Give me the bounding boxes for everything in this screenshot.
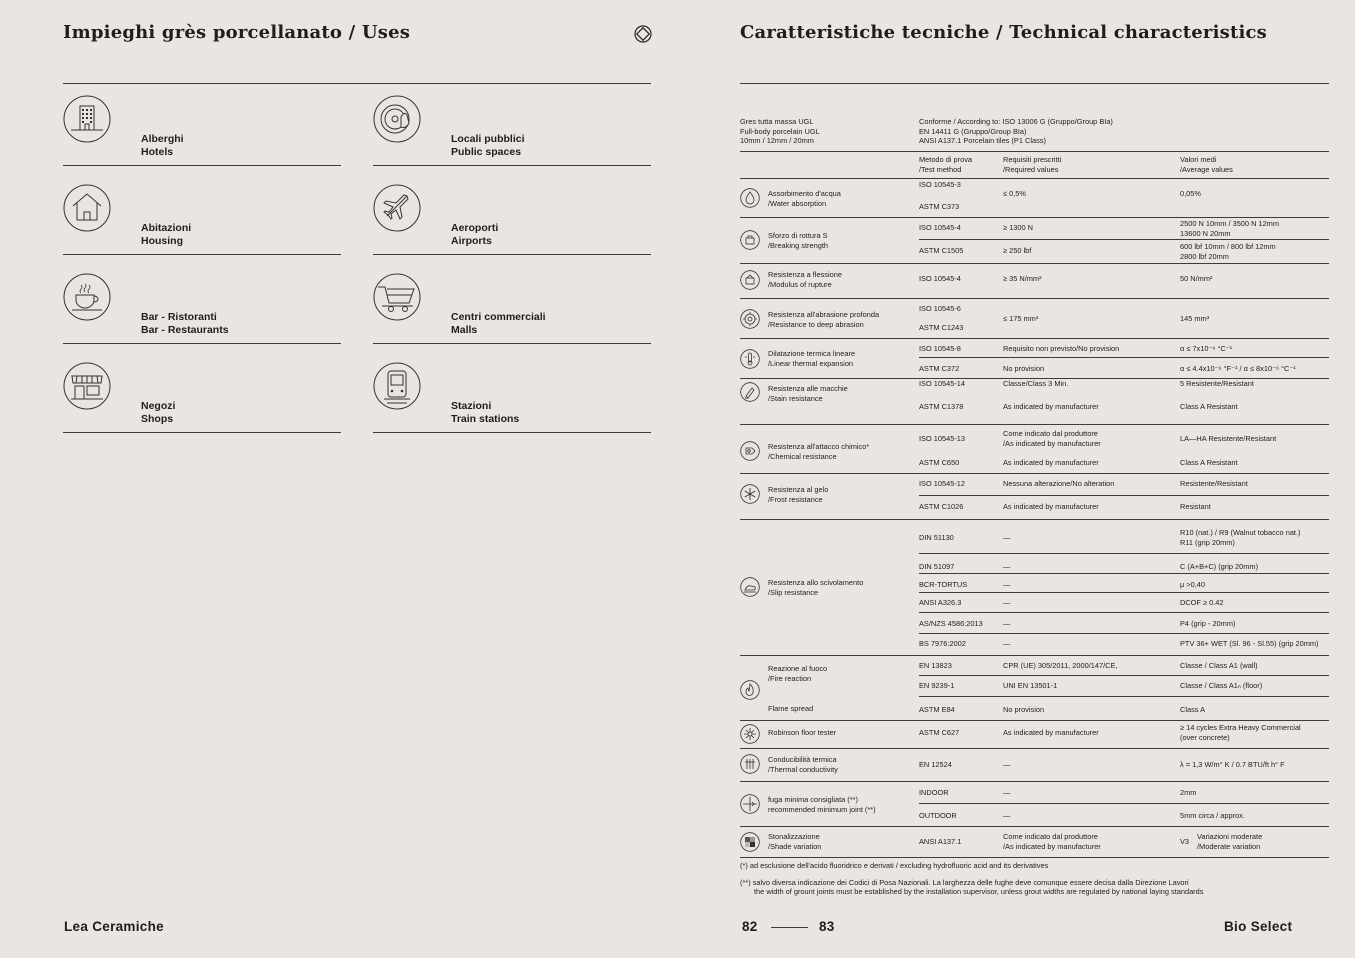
use-label-en: Train stations <box>451 413 520 425</box>
thermal-expansion-icon <box>740 349 760 369</box>
cell-method: INDOOR <box>919 788 949 797</box>
table-row <box>919 358 1329 378</box>
abrasion-icon <box>740 309 760 329</box>
group-name-en: /Water absorption <box>768 198 827 208</box>
group-name-it: Reazione al fuoco <box>768 664 828 673</box>
chemical-icon <box>740 441 760 461</box>
cell-method: AS/NZS 4586:2013 <box>919 619 983 628</box>
table-row <box>919 198 1329 217</box>
table-row <box>919 656 1329 676</box>
cell-required: No provision <box>1003 364 1045 373</box>
shade-icon <box>740 832 760 852</box>
cell-average: R10 (nat.) / R9 (Walnut tobacco nat.) <box>1180 528 1301 537</box>
cell-required: — <box>1003 811 1011 820</box>
cell-method: EN 9239-1 <box>919 681 955 690</box>
table-row <box>919 593 1329 613</box>
cell-required: — <box>1003 533 1011 542</box>
table-row <box>919 401 1329 424</box>
cell-required: — <box>1003 639 1011 648</box>
group-name-it: Dilatazione termica lineare <box>768 349 856 358</box>
thermal-conductivity-icon <box>740 754 760 774</box>
cell-average: 145 mm³ <box>1180 314 1210 323</box>
use-label-en: Housing <box>141 235 183 247</box>
cell-average: μ >0,40 <box>1180 580 1206 589</box>
table-row <box>919 804 1329 826</box>
cell-method: ASTM C1243 <box>919 323 964 332</box>
cell-method: ANSI A326.3 <box>919 598 962 607</box>
product-line: Gres tutta massa UGL <box>740 117 814 126</box>
group-name-it: Stonalizzazione <box>768 832 820 841</box>
table-row <box>919 697 1329 720</box>
cell-required: Requisito non previsto/No provision <box>1003 344 1120 353</box>
cell-average: Class A Resistant <box>1180 458 1238 467</box>
cell-method: ASTM E84 <box>919 705 955 714</box>
use-malls <box>373 273 651 344</box>
cell-method: ISO 10545-12 <box>919 479 966 488</box>
cell-required: No provision <box>1003 705 1045 714</box>
standard-line: EN 14411 G (Gruppo/Group BIa) <box>919 126 1027 136</box>
cell-required-cont: /As indicated by manufacturer <box>1003 438 1101 448</box>
cell-required: As indicated by manufacturer <box>1003 502 1099 511</box>
cell-average: Class A Resistant <box>1180 402 1238 411</box>
group-name-en: /Resistance to deep abrasion <box>768 319 864 329</box>
cell-required: — <box>1003 580 1011 589</box>
cell-required: — <box>1003 619 1011 628</box>
stain-icon <box>740 382 760 402</box>
product-line: Full-body porcelain UGL <box>740 126 820 136</box>
standard-line: Conforme / According to: ISO 13006 G (Gruppo/Group BIa) <box>919 117 1113 126</box>
group-name-it: Resistenza a flessione <box>768 270 842 279</box>
table-row <box>919 179 1329 198</box>
use-label-it: Locali pubblici <box>451 133 525 145</box>
cell-required: Classe/Class 3 Min. <box>1003 379 1069 388</box>
col-method-it: Metodo di prova <box>919 155 972 164</box>
use-label-en: Public spaces <box>451 146 522 158</box>
cell-average: 2mm <box>1180 788 1197 797</box>
group-name-en: /Linear thermal expansion <box>768 358 854 368</box>
cell-average: PTV 36+ WET (Sl. 96 - Sl.55) (grip 20mm) <box>1180 639 1319 648</box>
group-chemical-resistance <box>740 425 1329 474</box>
brand-name-right: Bio Select <box>1224 919 1293 934</box>
group-name-en: /Shade variation <box>768 841 822 851</box>
cell-method: OUTDOOR <box>919 811 957 820</box>
cell-method: ISO 10545-4 <box>919 223 961 232</box>
snowflake-icon <box>740 484 760 504</box>
shopping-cart-icon <box>373 273 421 321</box>
cell-average: 600 lbf 10mm / 800 lbf 12mm <box>1180 242 1276 251</box>
table-row <box>919 721 1329 748</box>
water-drop-icon <box>740 188 760 208</box>
cell-method: BCR-TORTUS <box>919 580 968 589</box>
cell-average-class: V3 <box>1180 837 1190 846</box>
group-name-en: /Chemical resistance <box>768 451 837 461</box>
table-row <box>919 749 1329 781</box>
table-row <box>919 240 1329 263</box>
group-name-it: Resistenza all'attacco chimico* <box>768 442 870 451</box>
group-stain-resistance <box>740 379 1329 425</box>
cell-average: 5 Resistente/Resistant <box>1180 379 1254 388</box>
shop-icon <box>63 362 111 410</box>
left-page-title: Impieghi grès porcellanato / Uses <box>63 22 411 43</box>
table-row <box>919 782 1329 804</box>
cell-method: ASTM C627 <box>919 728 960 737</box>
train-icon <box>373 362 421 410</box>
cell-method: ASTM C373 <box>919 202 960 211</box>
right-page-title: Caratteristiche tecniche / Technical characteristics <box>740 22 1268 43</box>
group-name-it: Resistenza al gelo <box>768 485 829 494</box>
cell-required: Come indicato dal produttore <box>1003 832 1098 841</box>
house-icon <box>63 184 111 232</box>
cell-method: ISO 10545-8 <box>919 344 961 353</box>
brand-logo-icon <box>634 25 652 43</box>
table-row <box>919 613 1329 634</box>
use-label-en: Airports <box>451 235 492 247</box>
cell-average: 50 N/mm² <box>1180 274 1213 283</box>
group-modulus-of-rupture <box>740 264 1329 299</box>
table-row <box>919 299 1329 323</box>
table-row <box>919 453 1329 473</box>
cell-required: CPR (UE) 305/2011, 2000/147/CE, <box>1003 661 1118 670</box>
col-method-en: /Test method <box>919 164 962 174</box>
cell-average: α ≤ 4.4x10⁻⁶ °F⁻¹ / α ≤ 8x10⁻⁶ °C⁻¹ <box>1180 364 1296 373</box>
cell-required: — <box>1003 760 1011 769</box>
group-name-en: /Modulus of rupture <box>768 279 832 289</box>
group-name-en: recommended minimum joint (**) <box>768 804 876 814</box>
cell-method: EN 12524 <box>919 760 952 769</box>
footnote-joint-en: the width of grount joints must be established by the installation supervisor, unless grout widths are regulated by national laying standards <box>754 887 1204 896</box>
group-frost-resistance <box>740 474 1329 520</box>
table-row <box>919 339 1329 358</box>
group-thermal-conductivity <box>740 749 1329 782</box>
cell-method: ISO 10545-4 <box>919 274 961 283</box>
breaking-strength-icon <box>740 230 760 250</box>
table-row <box>919 474 1329 496</box>
cell-average-cont: R11 (grip 20mm) <box>1180 537 1235 547</box>
cell-method: ASTM C372 <box>919 364 960 373</box>
use-train-stations <box>373 362 651 433</box>
group-slip-resistance <box>740 520 1329 656</box>
table-row <box>919 425 1329 453</box>
cell-method: ANSI A137.1 <box>919 837 962 846</box>
cell-method: BS 7976:2002 <box>919 639 966 648</box>
page-number-divider <box>771 927 808 928</box>
col-average-en: /Average values <box>1180 164 1233 174</box>
group-minimum-joint <box>740 782 1329 827</box>
cell-average: Resistant <box>1180 502 1211 511</box>
table-row <box>919 496 1329 519</box>
cell-average: DCOF ≥ 0.42 <box>1180 598 1224 607</box>
cell-average: C (A+B+C) (grip 20mm) <box>1180 562 1259 571</box>
cell-method: ISO 10545-6 <box>919 304 961 313</box>
use-label-it: Negozi <box>141 400 176 412</box>
group-name-en: /Fire reaction <box>768 673 812 683</box>
flame-icon <box>740 680 760 700</box>
table-row <box>919 318 1329 338</box>
cell-average: Variazioni moderate <box>1197 832 1263 841</box>
use-shops <box>63 362 341 433</box>
cell-average: LA—HA Resistente/Resistant <box>1180 434 1277 443</box>
robinson-icon <box>740 724 760 744</box>
cell-required: Come indicato dal produttore <box>1003 429 1098 438</box>
cell-average: ≥ 14 cycles Extra Heavy Commercial <box>1180 723 1301 732</box>
group-name-it: Resistenza allo scivolamento <box>768 578 864 587</box>
cell-average-cont: (over concrete) <box>1180 732 1230 742</box>
group-breaking-strength <box>740 218 1329 264</box>
cell-average: Classe / Class A1ₙ (floor) <box>1180 681 1263 690</box>
use-bar-restaurants <box>63 273 341 344</box>
footnote-chemical: (*) ad esclusione dell'acido fluoridrico e derivati / excluding hydrofluoric acid and its derivatives <box>740 861 1049 870</box>
group-name-en: /Slip resistance <box>768 587 819 597</box>
page-number-left: 82 <box>742 919 758 934</box>
cell-required: ≤ 175 mm³ <box>1003 314 1039 323</box>
hotel-icon <box>63 95 111 143</box>
left-title-rule <box>63 83 651 84</box>
table-column-headers <box>740 152 1329 179</box>
footnote-joint: (**) salvo diversa indicazione dei Codici di Posa Nazionali. La larghezza delle fughe deve comunque essere decisa dalla Direzione Lavori <box>740 878 1189 887</box>
cell-method: ISO 10545-13 <box>919 434 966 443</box>
table-row <box>919 554 1329 574</box>
group-name-it: Assorbimento d'acqua <box>768 189 841 198</box>
cell-method: ASTM C1505 <box>919 246 964 255</box>
cell-method: EN 13823 <box>919 661 952 670</box>
table-row <box>919 379 1329 401</box>
brand-name-left: Lea Ceramiche <box>64 919 164 934</box>
cell-average: 0,05% <box>1180 189 1201 198</box>
col-required-it: Requisiti prescritti <box>1003 155 1062 164</box>
group-name-en: /Stain resistance <box>768 393 823 403</box>
use-label-it: Centri commerciali <box>451 311 546 323</box>
use-label-en: Bar - Restaurants <box>141 324 229 336</box>
table-row <box>919 218 1329 240</box>
cell-average-cont: /Moderate variation <box>1197 841 1261 851</box>
cell-required: Nessuna alterazione/No alteration <box>1003 479 1115 488</box>
use-label-it: Aeroporti <box>451 222 499 234</box>
coffee-cup-icon <box>63 273 111 321</box>
cell-method: ASTM C1378 <box>919 402 964 411</box>
cell-required: As indicated by manufacturer <box>1003 728 1099 737</box>
cell-method: ISO 10545-3 <box>919 180 961 189</box>
group-name-en: /Thermal conductivity <box>768 764 838 774</box>
cell-average: 2500 N 10mm / 3500 N 12mm <box>1180 219 1279 228</box>
use-label-en: Hotels <box>141 146 174 158</box>
cell-average-cont: 13600 N 20mm <box>1180 228 1231 238</box>
rupture-icon <box>740 270 760 290</box>
public-venue-icon <box>373 95 421 143</box>
right-title-rule <box>740 83 1329 84</box>
group-name-it: Robinson floor tester <box>768 728 837 737</box>
cell-method: DIN 51097 <box>919 562 955 571</box>
use-label-en: Shops <box>141 413 174 425</box>
cell-required: — <box>1003 598 1011 607</box>
standard-line: ANSI A137.1 Porcelain tiles (P1 Class) <box>919 136 1046 145</box>
table-product-header <box>740 117 1329 152</box>
group-thermal-expansion <box>740 339 1329 379</box>
cell-required: ≥ 1300 N <box>1003 223 1033 232</box>
group-name-en: /Frost resistance <box>768 494 823 504</box>
group-water-absorption <box>740 179 1329 218</box>
group-name-it: fuga minima consigliata (**) <box>768 795 858 804</box>
table-row <box>919 520 1329 554</box>
airplane-icon <box>373 184 421 232</box>
cell-required: ≥ 250 lbf <box>1003 246 1032 255</box>
col-required-en: /Required values <box>1003 164 1059 174</box>
group-name-it: Resistenza alle macchie <box>768 384 848 393</box>
group-name-it: Sforzo di rottura S <box>768 231 828 240</box>
cell-average: α ≤ 7x10⁻⁶ °C⁻¹ <box>1180 344 1233 353</box>
cell-average: Class A <box>1180 705 1206 714</box>
cell-required: UNI EN 13501-1 <box>1003 681 1058 690</box>
use-label-it: Stazioni <box>451 400 492 412</box>
table-row <box>919 676 1329 697</box>
page-number-right: 83 <box>819 919 835 934</box>
cell-required: ≥ 35 N/mm² <box>1003 274 1042 283</box>
table-row <box>919 264 1329 298</box>
table-row <box>919 634 1329 655</box>
cell-average: 5mm circa / approx. <box>1180 811 1245 820</box>
cell-required: — <box>1003 788 1011 797</box>
group-shade-variation <box>740 827 1329 858</box>
flame-spread-label: Flame spread <box>768 704 814 713</box>
cell-required: — <box>1003 562 1011 571</box>
table-row <box>919 574 1329 593</box>
use-public-spaces <box>373 95 651 166</box>
product-line: 10mm / 12mm / 20mm <box>740 136 814 145</box>
use-label-it: Abitazioni <box>141 222 192 234</box>
cell-required: As indicated by manufacturer <box>1003 402 1099 411</box>
cell-average: Resistente/Resistant <box>1180 479 1248 488</box>
col-average-it: Valori medi <box>1180 155 1217 164</box>
cell-required: As indicated by manufacturer <box>1003 458 1099 467</box>
cell-required: ≤ 0,5% <box>1003 189 1026 198</box>
cell-method: ASTM C1026 <box>919 502 964 511</box>
cell-method: ISO 10545-14 <box>919 379 966 388</box>
group-robinson-floor-tester <box>740 721 1329 749</box>
cell-average: P4 (grip - 20mm) <box>1180 619 1236 628</box>
use-label-it: Alberghi <box>141 133 184 145</box>
group-name-en: /Breaking strength <box>768 240 828 250</box>
use-housing <box>63 184 341 255</box>
group-name-it: Conducibilità termica <box>768 755 837 764</box>
group-fire-reaction <box>740 656 1329 721</box>
use-label-it: Bar - Ristoranti <box>141 311 217 323</box>
joint-icon <box>740 794 760 814</box>
cell-method: ASTM C650 <box>919 458 960 467</box>
use-hotels <box>63 95 341 166</box>
cell-average-cont: 2800 lbf 20mm <box>1180 251 1229 261</box>
table-row <box>919 827 1329 857</box>
use-label-en: Malls <box>451 324 478 336</box>
group-deep-abrasion <box>740 299 1329 339</box>
cell-method: DIN 51130 <box>919 533 954 542</box>
use-airports <box>373 184 651 255</box>
cell-required-cont: /As indicated by manufacturer <box>1003 841 1101 851</box>
slip-icon <box>740 577 760 597</box>
group-name-it: Resistenza all'abrasione profonda <box>768 310 880 319</box>
cell-average: λ = 1,3 W/m° K / 0.7 BTU/ft h° F <box>1180 760 1285 769</box>
cell-average: Classe / Class A1 (wall) <box>1180 661 1258 670</box>
technical-table <box>740 117 1329 858</box>
